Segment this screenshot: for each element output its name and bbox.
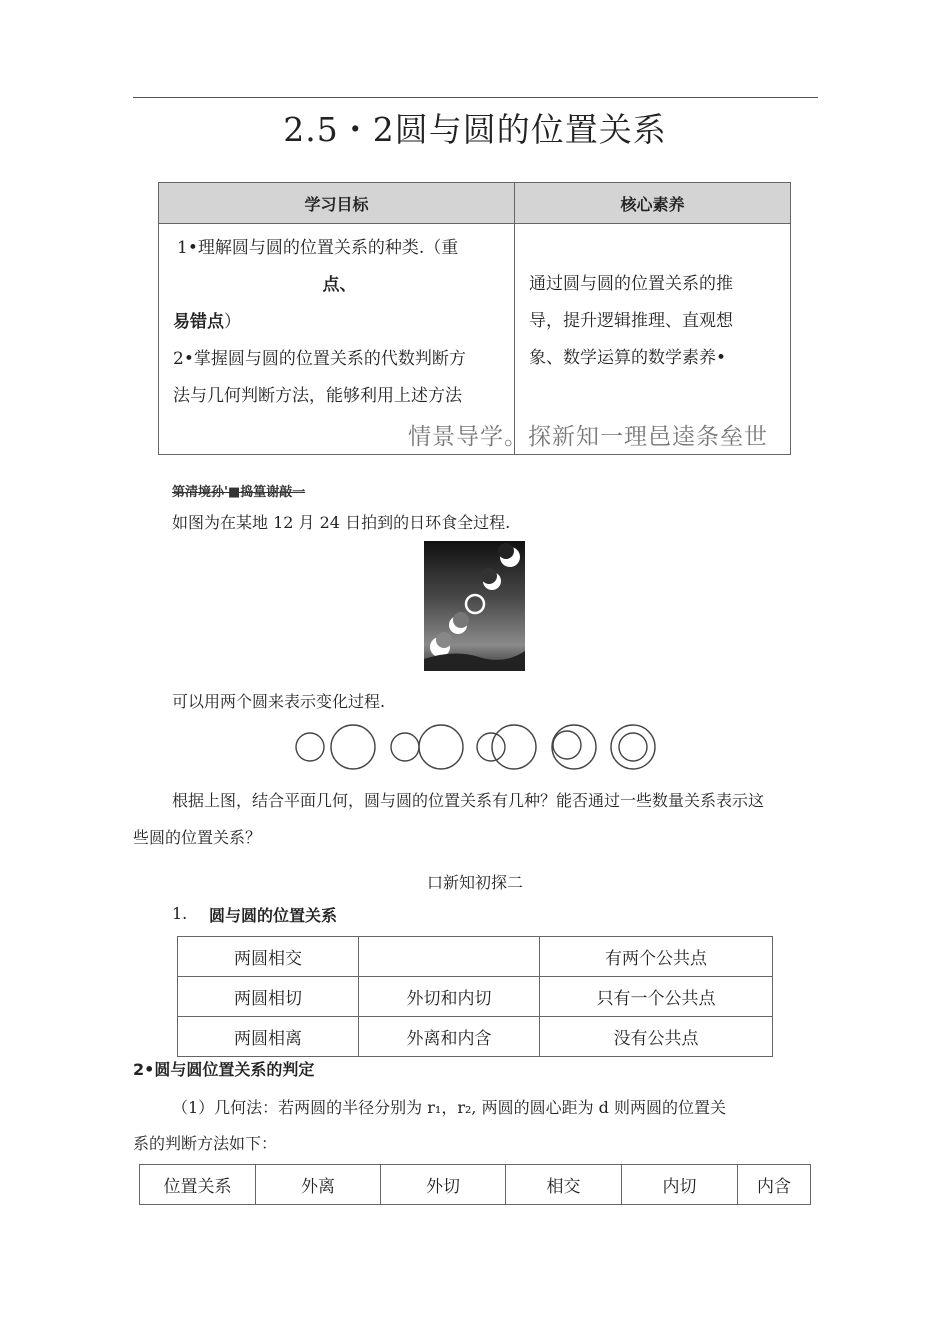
section-banner: 情景导学。探新知一理邑逵条垒世 [408, 424, 768, 450]
objectives-table [158, 182, 791, 455]
eclipse-photo [424, 541, 525, 671]
pair3-small [477, 733, 505, 761]
table-cell: 外切和内切 [359, 977, 540, 1017]
table-cell: 相交 [506, 1165, 622, 1205]
geometry-method-2: 系的判断方法如下： [133, 1134, 278, 1153]
item1-title: 圆与圆的位置关系 [209, 906, 338, 925]
geometry-method-1: （1）几何法：若两圆的半径分别为 r₁，r₂, 两圆的圆心距为 d 则两圆的位置关 [172, 1098, 726, 1117]
eclipse-moon-2 [481, 568, 497, 584]
table-cell: 外离和内含 [359, 1017, 540, 1057]
table-cell: 有两个公共点 [540, 937, 773, 977]
eclipse-moon-4 [453, 612, 469, 628]
relations-table [177, 936, 773, 1057]
pair1-small [296, 733, 324, 761]
pair5-small [619, 733, 647, 761]
literacy-line-2: 导，提升逻辑推理、直观想 [529, 311, 733, 331]
table-cell: 两圆相离 [178, 1017, 359, 1057]
table-row [178, 1017, 773, 1057]
literacy-header: 核心素养 [515, 183, 791, 224]
table-cell: 位置关系 [140, 1165, 256, 1205]
table-cell: 内切 [622, 1165, 738, 1205]
pair3-large [492, 725, 536, 769]
item2-title: 2•圆与圆位置关系的判定 [133, 1060, 315, 1079]
objective-1: 1•理解圆与圆的位置关系的种类.（重 [177, 238, 459, 258]
objective-2: 2•掌握圆与圆的位置关系的代数判断方 [173, 349, 466, 369]
item1-number: 1. [172, 904, 188, 923]
page-title: 2.5・2圆与圆的位置关系 [283, 110, 667, 149]
table-row [178, 937, 773, 977]
section-heading: 口新知初探二 [426, 873, 523, 892]
table-cell: 两圆相切 [178, 977, 359, 1017]
judgement-table [139, 1164, 811, 1205]
table-row [140, 1165, 811, 1205]
para-question-2: 些圆的位置关系？ [133, 828, 262, 847]
pair2-small [391, 733, 419, 761]
eclipse-ring [466, 595, 484, 613]
table-row [178, 977, 773, 1017]
top-rule [133, 97, 818, 98]
table-cell [359, 937, 540, 977]
eclipse-photo-svg [424, 541, 525, 671]
table-cell: 外离 [256, 1165, 381, 1205]
objective-1-bold: 易错点 [173, 312, 224, 332]
table-cell: 外切 [381, 1165, 506, 1205]
pair1-large [331, 725, 375, 769]
objective-1-paren: ） [224, 312, 241, 332]
table-cell: 两圆相交 [178, 937, 359, 977]
objective-1-cont: 点、 [322, 275, 357, 295]
objective-2-cont: 法与几何判断方法，能够利用上述方法 [173, 386, 462, 406]
pair4-large [552, 725, 596, 769]
para-eclipse: 如图为在某地 12 月 24 日拍到的日环食全过程. [172, 513, 511, 532]
table-cell: 内含 [738, 1165, 811, 1205]
eclipse-moon-5 [436, 632, 452, 648]
objective-1-end [173, 304, 506, 341]
circle-relations-figure [285, 718, 665, 778]
literacy-line-1: 通过圆与圆的位置关系的推 [529, 274, 733, 294]
table-cell: 没有公共点 [540, 1017, 773, 1057]
eclipse-moon-1 [498, 543, 514, 559]
table-cell: 只有一个公共点 [540, 977, 773, 1017]
pair5-large [611, 725, 655, 769]
literacy-line-3: 象、数学运算的数学素养• [529, 348, 727, 368]
pair4-small [553, 731, 581, 759]
para-circles: 可以用两个圆来表示变化过程. [172, 692, 386, 711]
para-question-1: 根据上图，结合平面几何，圆与圆的位置关系有几种？能否通过一些数量关系表示这 [172, 791, 765, 810]
pair2-large [419, 725, 463, 769]
objectives-header: 学习目标 [159, 183, 515, 224]
scenario-label: 第清境孙'■捣篁谢敲一 [172, 485, 306, 500]
